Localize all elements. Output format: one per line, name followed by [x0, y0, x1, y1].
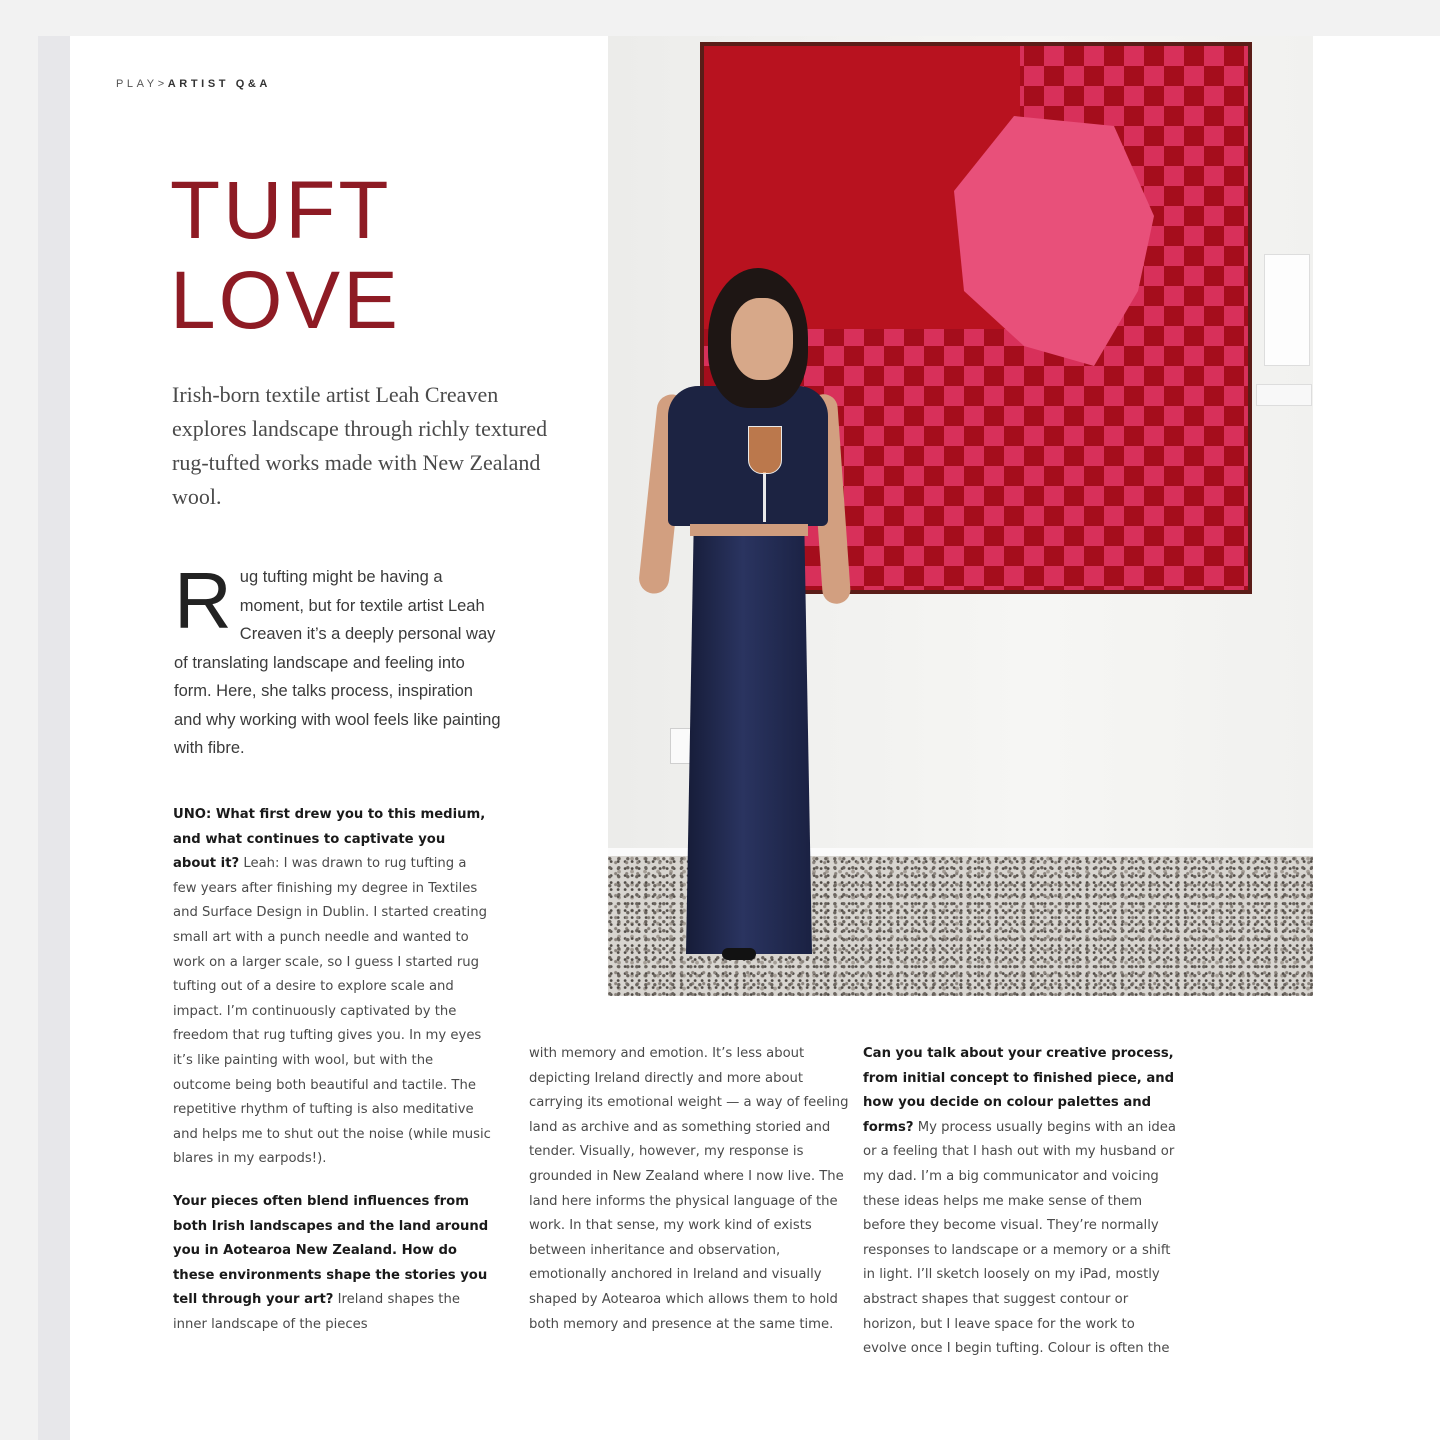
answer-2-continued: with memory and emotion. It’s less about depicting Ireland directly and more about carrying its emotional weight — a way of feeling land as archive and as something storied and tender. Visually, however, my response is grounded in New Zealand where I now live. The land here informs the physical language of the work. In that sense, my work kind of exists between inheritance and observation, emotionally anchored in Ireland and visually shaped by Aotearoa which allows them to hold both memory and presence at the same time. [529, 1046, 849, 1332]
article-title [170, 166, 401, 346]
face [731, 298, 793, 380]
page-spine [38, 36, 70, 1440]
answer-2-start: Ireland shapes the inner landscape of the pieces [173, 1292, 460, 1332]
qa-block-3 [863, 1042, 1181, 1362]
subsection-name: ARTIST Q&A [167, 78, 271, 90]
wine-glass [748, 426, 782, 474]
answer-1: Leah: I was drawn to rug tufting a few years after finishing my degree in Textiles and Surface Design in Dublin. I started creating small art with a punch needle and wanted to work on a larger scale, so I guess I started rug tufting out of a desire to explore scale and impact. I’m continuously captivated by the freedom that rug tufting gives you. In my eyes it’s like painting with wool, but with the outcome being both beautiful and tactile. The repetitive rhythm of tufting is also meditative and helps me to shut out the noise (while music blares in my earpods!). [173, 856, 491, 1167]
title-line-2: LOVE [170, 255, 401, 346]
qa-block-2 [173, 1190, 491, 1338]
intro-text: ug tufting might be having a moment, but for textile artist Leah Creaven it’s a deeply personal way of translating landscape and feeling into form. Here, she talks process, inspiration and why working with wool feels like painting with fibre. [174, 568, 501, 757]
section-breadcrumb [116, 78, 271, 90]
wine-glass-stem [763, 472, 766, 522]
column-1 [173, 803, 491, 1355]
qa-block-1 [173, 803, 491, 1172]
navy-skirt [686, 534, 812, 954]
midriff [690, 524, 808, 536]
breadcrumb-separator: > [157, 78, 168, 90]
question-2: Your pieces often blend influences from both Irish landscapes and the land around you in Aotearoa New Zealand. How do these environments shape the stories you tell through your art? [173, 1193, 489, 1308]
answer-3: My process usually begins with an idea or a feeling that I hash out with my husband or my dad. I’m a big communicator and voicing these ideas helps me make sense of them before they become visual. They’re normally responses to landscape or a memory or a shift in light. I’ll sketch loosely on my iPad, mostly abstract shapes that suggest contour or horizon, but I leave space for the work to evolve once I begin tufting. Colour is often the [863, 1119, 1176, 1357]
column-3 [863, 1042, 1181, 1380]
question-1: UNO: What first drew you to this medium, and what continues to captivate you about it? [173, 807, 486, 872]
artist-figure [608, 36, 1313, 996]
article-standfirst: Irish-born textile artist Leah Creaven explores landscape through richly textured rug-tufted works made with New Zealand wool. [172, 382, 548, 509]
artist-photo [608, 36, 1313, 996]
drop-cap: R [174, 556, 232, 645]
question-3: Can you talk about your creative process, from initial concept to finished piece, and how you decide on colour palettes and forms? [863, 1046, 1175, 1135]
shoe [722, 948, 756, 960]
column-2 [529, 1042, 849, 1355]
section-name: PLAY [116, 78, 158, 90]
title-line-1: TUFT [170, 165, 392, 256]
article-intro [174, 556, 504, 763]
